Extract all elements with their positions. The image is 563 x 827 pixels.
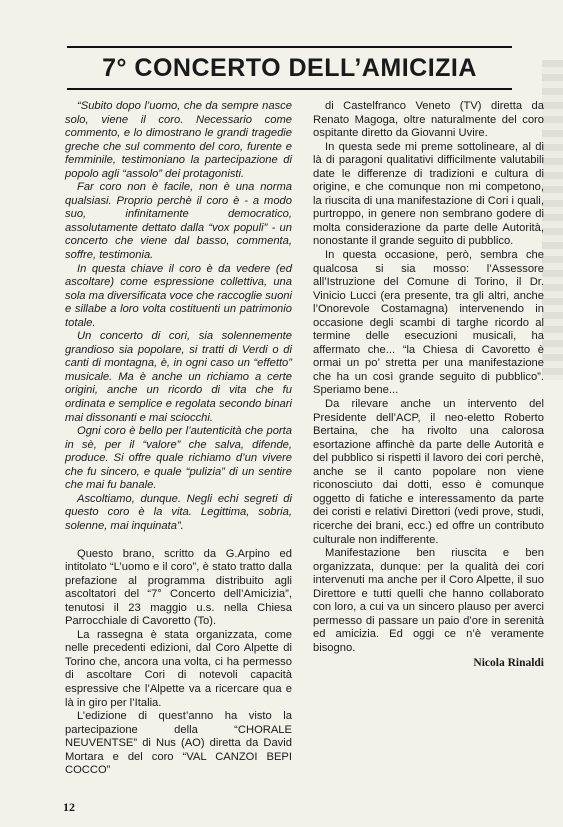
article-title: 7° CONCERTO DELL’AMICIZIA bbox=[102, 53, 477, 82]
author-signature: Nicola Rinaldi bbox=[473, 657, 544, 670]
body-paragraph: Da rilevare anche un intervento del Presidente dell’ACP, il neo-eletto Roberto Bertaina, che ha rivolto una calorosa esortazione affinchè da parte delle Autorità e del pubblico si rispetti il lavoro dei cori perchè, anche se il canto popolare non viene riconosciuto dai dotti, esso è comunque oggetto di fatiche e interessamento da parte dei coristi e relativi Direttori (vedi prove, studi, ricerche dei brani, ecc.) ed offre un contributo culturale non indifferente. bbox=[313, 398, 544, 546]
right-column bbox=[313, 100, 544, 671]
body-paragraph: La rassegna è stata organizzata, come nelle precedenti edizioni, dal Coro Alpette di Torino che, ancora una volta, ci ha permesso di ascoltare Cori di notevoli capacità espressive che l’Alpette va a ricercare qua e là in giro per l’Italia. bbox=[65, 628, 292, 709]
paragraph-gap bbox=[65, 534, 292, 548]
quote-paragraph: Ogni coro è bello per l’autenticità che porta in sè, per il “valore” che salva, difende, produce. Si offre quale richiamo d’un vivere che fu sincero, e quale “pulizia” di un sentire che mai fu banale. bbox=[65, 425, 292, 492]
arpino-quote bbox=[65, 100, 292, 534]
body-paragraph: Questo brano, scritto da G.Arpino ed intitolato “L’uomo e il coro”, è stato tratto dalla prefazione al programma distribuito agli ascoltatori del “7° Concerto dell’Amicizia”, tenutosi il 23 maggio u.s. nella Chiesa Parrocchiale di Cavoretto (To). bbox=[65, 547, 292, 628]
quote-paragraph: “Subito dopo l’uomo, che da sempre nasce solo, viene il coro. Necessario come commento, e lo dimostrano le grandi tragedie greche che sul commento del coro, furente e femminile, testimoniano la partecipazione di popolo agli “assolo” dei protagonisti. bbox=[65, 100, 292, 180]
body-paragraph: In questa occasione, però, sembra che qualcosa si sia mosso: l’Assessore all’Istruzione del Comune di Torino, il Dr. Vinicio Lucci (era presente, tra gli altri, anche l’Onorevole Costamagna) intervenendo in occasione degli scambi di targhe ricordo al termine delle esecuzioni musicali, ha affermato che... “la Chiesa di Cavoretto è ormai un po’ stretta per una manifestazione che ha un così grande seguito di pubblico”. Speriamo bene... bbox=[313, 249, 544, 397]
quote-paragraph: In questa chiave il coro è da vedere (ed ascoltare) come espressione collettiva, una sola ma diversificata voce che raccoglie suoni e sillabe a loro volta costituenti un patrimonio totale. bbox=[65, 262, 292, 329]
page-number: 12 bbox=[63, 800, 75, 814]
title-box bbox=[67, 46, 512, 90]
quote-paragraph: Ascoltiamo, dunque. Negli echi segreti di questo coro è la vita. Legittima, sobria, solenne, mai inquinata”. bbox=[65, 492, 292, 532]
body-paragraph: In questa sede mi preme sottolineare, al di là di paragoni qualitativi difficilmente valutabili date le differenze di tradizioni e cultura di origine, e che comunque non mi competono, la riuscita di una manifestazione di Cori i quali, purtroppo, in genere non sembrano godere di molta considerazione da parte delle Autorità, nonostante il grande seguito di pubblico. bbox=[313, 140, 544, 248]
facing-page-bleed bbox=[542, 60, 563, 380]
quote-paragraph: Un concerto di cori, sia solennemente grandioso sia popolare, si tratti di Verdi o di canti di montagna, è, in ogni caso un “effetto” musicale. Ma è anche un richiamo a certe origini, anche un ricordo di vita che fu ordinata e semplice e regolata secondo binari mai dissonanti e mai sciocchi. bbox=[65, 330, 292, 424]
body-paragraph: di Castelfranco Veneto (TV) diretta da Renato Magoga, oltre naturalmente del coro ospitante diretto da Giovanni Uvire. bbox=[313, 100, 544, 140]
body-paragraph: L’edizione di quest’anno ha visto la partecipazione della “CHORALE NEUVENTSE” di Nus (AO) diretta da David Mortara e del coro “VAL CANZOI BEPI COCCO” bbox=[65, 710, 292, 777]
body-paragraph: Manifestazione ben riuscita e ben organizzata, dunque: per la qualità dei cori intervenuti ma anche per il Coro Alpette, il suo Direttore e tutti quelli che hanno collaborato con loro, a cui va un sincero plauso per averci permesso di passare un paio d’ore in serenità ed amicizia. Ed oggi ce n’è veramente bisogno. bbox=[313, 547, 544, 654]
left-column bbox=[65, 100, 292, 778]
quote-paragraph: Far coro non è facile, non è una norma qualsiasi. Proprio perchè il coro è - a modo suo, infinitamente democratico, assolutamente dettato dalla “vox populi” - un concerto che viene dal basso, commenta, soffre, testimonia. bbox=[65, 181, 292, 262]
